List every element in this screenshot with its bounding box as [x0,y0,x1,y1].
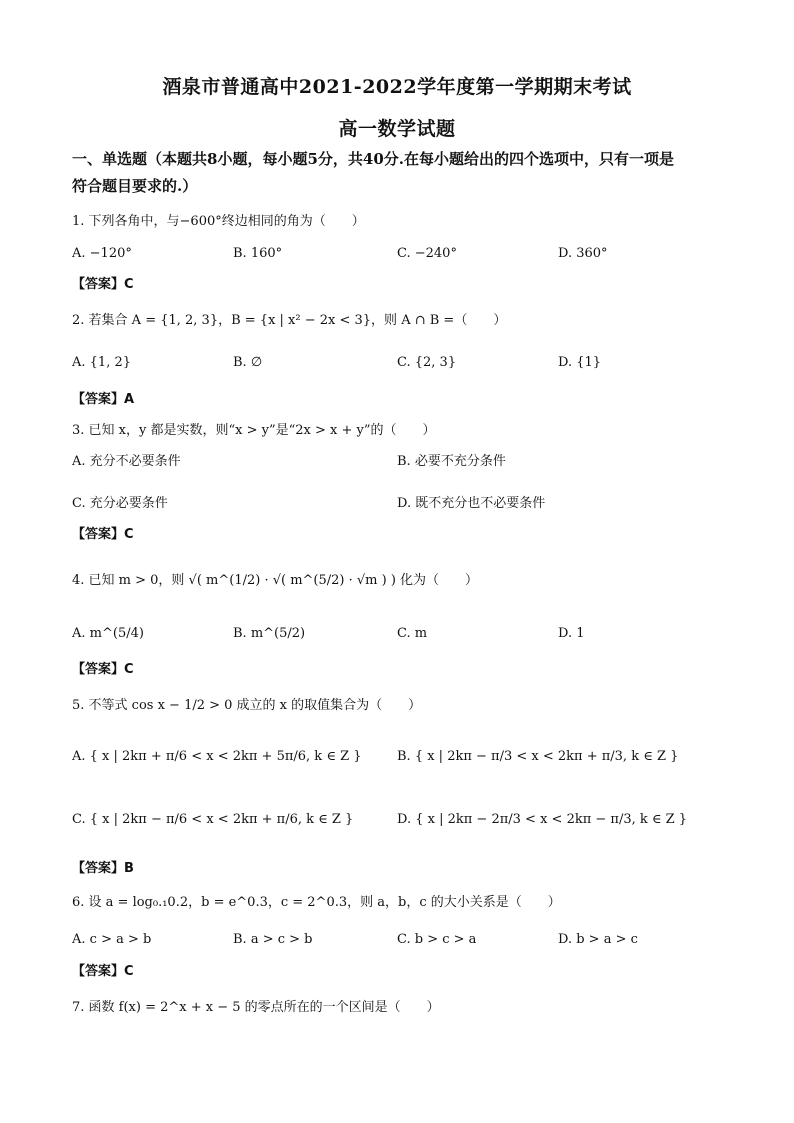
question-6-option-b: B. a > c > b [233,932,313,947]
question-2-option-b: B. ∅ [233,355,263,370]
question-5-option-d: D. { x | 2kπ − 2π/3 < x < 2kπ − π/3, k ∈ Z } [397,812,688,827]
question-1-option-c: C. −240° [397,246,457,261]
question-6-option-a: A. c > a > b [72,932,152,947]
question-3-option-d: D. 既不充分也不必要条件 [397,496,546,511]
question-5-answer: 【答案】B [72,861,134,876]
question-5-option-b: B. { x | 2kπ − π/3 < x < 2kπ + π/3, k ∈ Z } [397,749,679,764]
question-5-stem: 5. 不等式 cos x − 1/2 > 0 成立的 x 的取值集合为（ ） [72,698,422,713]
question-2-option-c: C. {2, 3} [397,355,457,370]
question-4-answer: 【答案】C [72,662,134,677]
question-2-stem: 2. 若集合 A = {1, 2, 3}，B = {x | x² − 2x < 3}，则 A ∩ B =（ ） [72,313,507,328]
question-4-option-b: B. m^(5/2) [233,626,306,641]
question-1-option-a: A. −120° [72,246,132,261]
question-6-stem: 6. 设 a = log₀.₁0.2，b = e^0.3，c = 2^0.3，则 a，b，c 的大小关系是（ ） [72,895,561,910]
exam-subtitle: 高一数学试题 [338,118,456,140]
question-4-option-d: D. 1 [558,626,585,641]
question-3-answer: 【答案】C [72,527,134,542]
question-1-option-b: B. 160° [233,246,283,261]
exam-title: 酒泉市普通高中2021-2022学年度第一学期期末考试 [162,76,632,98]
question-2-option-a: A. {1, 2} [72,355,132,370]
question-5-option-c: C. { x | 2kπ − π/6 < x < 2kπ + π/6, k ∈ Z } [72,812,354,827]
question-5-option-a: A. { x | 2kπ + π/6 < x < 2kπ + 5π/6, k ∈ Z } [72,749,362,764]
question-7-stem: 7. 函数 f(x) = 2^x + x − 5 的零点所在的一个区间是（ ） [72,1000,440,1015]
question-6-answer: 【答案】C [72,964,134,979]
question-4-stem: 4. 已知 m > 0，则 √( m^(1/2) · √( m^(5/2) · √m ) ) 化为（ ） [72,573,479,588]
question-1-answer: 【答案】C [72,277,134,292]
question-3-stem: 3. 已知 x，y 都是实数，则“x > y”是“2x > x + y”的（ ） [72,423,436,438]
question-1-stem: 1. 下列各角中，与−600°终边相同的角为（ ） [72,214,365,229]
question-4-option-a: A. m^(5/4) [72,626,144,641]
question-2-option-d: D. {1} [558,355,602,370]
section-heading [72,146,732,200]
question-4-option-c: C. m [397,626,428,641]
question-1-option-d: D. 360° [558,246,608,261]
question-6-option-d: D. b > a > c [558,932,638,947]
question-3-option-c: C. 充分必要条件 [72,496,168,511]
question-3-option-a: A. 充分不必要条件 [72,454,181,469]
section-heading-line1: 一、单选题（本题共8小题，每小题5分，共40分.在每小题给出的四个选项中，只有一项是 [72,150,674,168]
section-heading-line2: 符合题目要求的.） [72,177,198,195]
question-2-answer: 【答案】A [72,392,135,407]
question-6-option-c: C. b > c > a [397,932,477,947]
question-3-option-b: B. 必要不充分条件 [397,454,506,469]
